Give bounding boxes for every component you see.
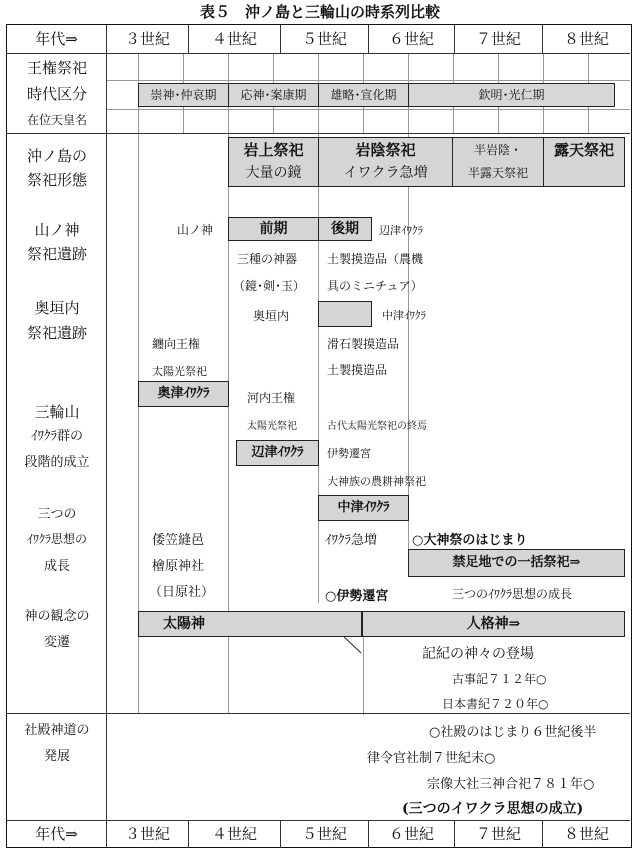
- miwa-okitsu-box: 奥津ｲﾜｸﾗ: [138, 381, 229, 407]
- okinoshima-iwaue-sub: 大量の鏡: [245, 165, 302, 181]
- kami-nihonshoki: 日本書紀７２０年○: [442, 697, 549, 711]
- shaden-seiritsu: (三つのイワクラ思想の成立): [402, 801, 584, 817]
- header-century-4: ４世紀: [211, 30, 257, 48]
- mittsu-omiwasai: ○大神祭のはじまり: [412, 533, 528, 548]
- okinoshima-iwaue-title: 岩上祭祀: [243, 141, 304, 159]
- label-okugaki-1: 奥垣内: [34, 299, 80, 317]
- kami-kojiki: 古事記７１２年○: [452, 672, 547, 686]
- yama-dosei-1: 土製摸造品（農機: [327, 252, 424, 266]
- label-mittsu-2: ｲﾜｸﾗ思想の: [26, 532, 87, 546]
- header-corner: 年代⇒: [35, 30, 78, 48]
- period-bar-yuryaku: 雄略･宣化期: [318, 83, 409, 107]
- miwa-taiyoko2: 太陽光祭祀: [247, 421, 297, 432]
- mittsu-kinsokuchi-box: 禁足地での一括祭祀⇒: [408, 549, 625, 577]
- okinoshima-iwakage-title: 岩陰祭祀: [355, 141, 416, 159]
- mittsu-hibarasha: （日原社）: [149, 585, 215, 600]
- okinoshima-iwaue-box: [228, 137, 319, 187]
- yama-dosei-2: 具のミニチュア）: [327, 279, 423, 293]
- okinoshima-iwakage-box: [318, 137, 453, 187]
- label-mittsu-3: 成長: [43, 559, 70, 574]
- miwa-dosei: 土製摸造品: [327, 363, 388, 377]
- label-miwa-1: 三輪山: [34, 403, 80, 421]
- header-century-3: ３世紀: [124, 30, 170, 48]
- label-miwa-2: ｲﾜｸﾗ群の: [30, 429, 83, 444]
- label-kingship-2: 時代区分: [26, 85, 87, 103]
- miwa-nakatsu-box: 中津ｲﾜｸﾗ: [318, 495, 409, 521]
- header-century-6: ６世紀: [388, 30, 434, 48]
- label-kami-1: 神の観念の: [24, 609, 90, 624]
- miwa-kasseki: 滑石製摸造品: [327, 337, 400, 351]
- grid-line: [7, 133, 630, 134]
- label-kami-2: 変遷: [43, 635, 70, 650]
- footer-corner: 年代⇒: [35, 825, 78, 843]
- footer-century-8: ８世紀: [563, 825, 609, 843]
- mittsu-ise: ○伊勢遷宮: [325, 589, 389, 604]
- shaden-hajimari: ○社殿のはじまり６世紀後半: [429, 725, 597, 740]
- grid-guide: [107, 109, 630, 110]
- yama-zenki-box: 前期: [228, 217, 319, 241]
- timeline-table: [6, 24, 632, 848]
- kami-jinkakushin-box: [362, 611, 625, 637]
- label-shaden-2: 発展: [43, 749, 70, 764]
- yama-yamanokami: 山ノ神: [177, 223, 214, 237]
- miwa-ise-sengu: 伊勢遷宮: [327, 447, 371, 460]
- yama-okugaki: 奥垣内: [253, 309, 290, 323]
- footer-century-4: ４世紀: [211, 825, 257, 843]
- period-bar-ojin: 応神･案康期: [228, 83, 319, 107]
- shaden-munakata: 宗像大社三神合祀７８１年○: [427, 777, 595, 792]
- label-yama-1: 山ノ神: [34, 221, 80, 239]
- footer-century-5: ５世紀: [301, 825, 347, 843]
- label-shaden-1: 社殿神道の: [24, 723, 90, 738]
- miwa-kawachi: 河内王権: [247, 391, 296, 405]
- mittsu-kyuzo: ｲﾜｸﾗ急増: [325, 533, 378, 548]
- yama-kyoken: （鏡･剣･玉）: [233, 279, 306, 293]
- label-yama-2: 祭祀遺跡: [26, 245, 87, 263]
- miwa-hetsu-box: 辺津ｲﾜｸﾗ: [236, 440, 319, 466]
- grid-line: [7, 53, 630, 54]
- table-title: 表５ 沖ノ島と三輪山の時系列比較: [199, 3, 440, 21]
- header-century-7: ７世紀: [475, 30, 521, 48]
- label-kingship-1: 王権祭祀: [26, 59, 87, 77]
- okinoshima-han-box: [452, 137, 544, 187]
- period-bar-sujin: 崇神･仲哀期: [138, 83, 229, 107]
- header-century-5: ５世紀: [301, 30, 347, 48]
- mittsu-seicho: 三つのｲﾜｸﾗ思想の成長: [452, 587, 573, 601]
- label-okinoshima-2: 祭祀形態: [26, 171, 87, 189]
- grid-line: [7, 713, 630, 714]
- footer-century-3: ３世紀: [124, 825, 170, 843]
- label-miwa-3: 段階的成立: [24, 455, 90, 470]
- okinoshima-han-line1: 半岩陰・: [473, 143, 522, 157]
- period-bar-kinmei: 欽明･光仁期: [408, 83, 615, 107]
- okinoshima-han-line2: 半露天祭祀: [467, 166, 528, 180]
- yama-okugaki-box: [318, 301, 372, 327]
- miwa-taiyoko: 太陽光祭祀: [152, 365, 207, 378]
- yama-sanshu: 三種の神器: [237, 252, 298, 266]
- kami-jinkakushin: 人格神⇒: [466, 616, 521, 632]
- miwa-kodai: 古代太陽光祭祀の終焉: [327, 421, 427, 432]
- okinoshima-iwakage-sub: イワクラ急増: [343, 165, 428, 181]
- kami-taiyoshin: 太陽神: [163, 616, 205, 632]
- yama-koki-box: 後期: [318, 217, 372, 241]
- footer-century-7: ７世紀: [475, 825, 521, 843]
- mittsu-kasanui: 倭笠縫邑: [152, 533, 205, 548]
- grid-guide: [318, 133, 319, 603]
- label-mittsu-1: 三つの: [37, 507, 77, 522]
- yama-nakatsu: 中津ｲﾜｸﾗ: [382, 309, 426, 322]
- header-century-8: ８世紀: [563, 30, 609, 48]
- label-okinoshima-1: 沖ノ島の: [26, 147, 87, 165]
- miwa-omiwa: 大神族の農耕神祭祀: [327, 475, 426, 488]
- kami-kiki: 記紀の神々の登場: [422, 646, 534, 662]
- mittsu-hibara: 檜原神社: [152, 559, 205, 574]
- label-okugaki-2: 祭祀遺跡: [26, 324, 87, 342]
- yama-hetsu: 辺津ｲﾜｸﾗ: [379, 224, 423, 237]
- grid-guide: [107, 80, 630, 81]
- okinoshima-roten: 露天祭祀: [553, 141, 614, 159]
- okinoshima-roten-box: [543, 137, 625, 187]
- label-kingship-3: 在位天皇名: [26, 113, 87, 127]
- grid-guide: [408, 133, 409, 553]
- footer-century-6: ６世紀: [388, 825, 434, 843]
- kami-taiyoshin-box: [138, 611, 362, 637]
- miwa-makimuku: 纏向王権: [152, 337, 201, 351]
- shaden-ritsuryo: 律令官社制７世紀末○: [367, 751, 496, 766]
